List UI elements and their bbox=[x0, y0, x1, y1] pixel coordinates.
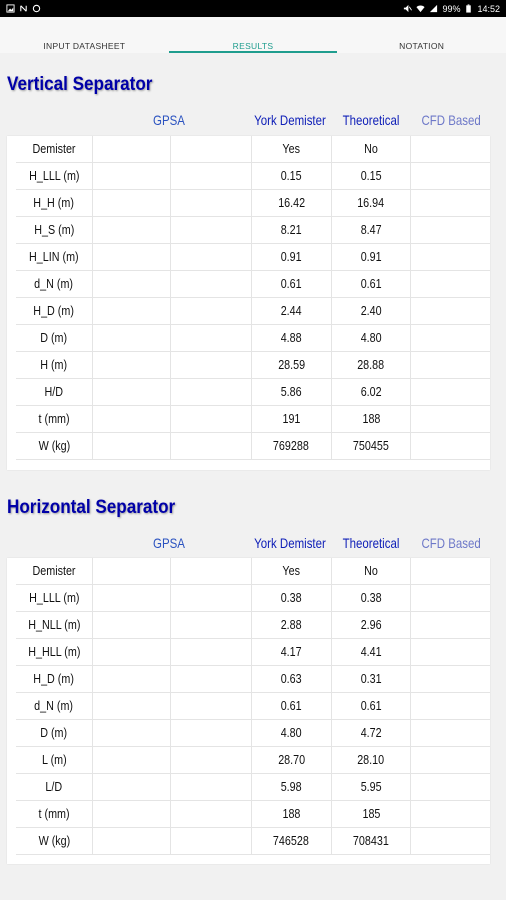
theoretical-value bbox=[332, 558, 412, 585]
row-label-text: t (mm) bbox=[38, 807, 70, 821]
york-demister-value-text: 4.17 bbox=[280, 645, 302, 659]
horizontal-separator-title: Horizontal Separator bbox=[7, 497, 176, 518]
tab-results[interactable]: RESULTS bbox=[169, 17, 338, 53]
gpsa-value bbox=[171, 639, 252, 666]
row-label-text: D (m) bbox=[40, 726, 68, 740]
table-row bbox=[16, 828, 490, 855]
row-label bbox=[16, 163, 93, 190]
york-demister-header: York Demister bbox=[254, 112, 326, 128]
status-bar bbox=[0, 0, 506, 17]
cfd-based-header: CFD Based bbox=[421, 535, 481, 551]
cfd-based-value bbox=[411, 585, 490, 612]
york-demister-value bbox=[252, 720, 332, 747]
gpsa-value bbox=[171, 801, 252, 828]
york-demister-value bbox=[252, 352, 332, 379]
tab-input-datasheet[interactable]: INPUT DATASHEET bbox=[43, 41, 126, 51]
row-label-text: t (mm) bbox=[38, 412, 70, 426]
cfd-based-value bbox=[411, 244, 490, 271]
empty-cell bbox=[93, 828, 172, 855]
gpsa-value bbox=[171, 379, 252, 406]
table-row bbox=[16, 325, 490, 352]
row-label-text: H (m) bbox=[40, 358, 68, 372]
york-demister-value-text: 5.86 bbox=[280, 385, 302, 399]
theoretical-value-text: 750455 bbox=[353, 439, 389, 453]
empty-cell bbox=[93, 612, 172, 639]
gpsa-value bbox=[171, 325, 252, 352]
york-demister-value bbox=[252, 612, 332, 639]
york-demister-value bbox=[252, 298, 332, 325]
row-label-text: H_LLL (m) bbox=[28, 591, 80, 605]
gpsa-header: GPSA bbox=[153, 535, 185, 551]
table-row bbox=[16, 801, 490, 828]
row-label bbox=[16, 720, 93, 747]
york-demister-value-text: 2.44 bbox=[280, 304, 302, 318]
gpsa-value bbox=[171, 433, 252, 460]
row-label-text: H_NLL (m) bbox=[27, 618, 81, 632]
row-label-text: D (m) bbox=[40, 331, 68, 345]
york-demister-value bbox=[252, 163, 332, 190]
table-row bbox=[16, 271, 490, 298]
theoretical-value-text: 28.88 bbox=[357, 358, 385, 372]
row-label bbox=[16, 217, 93, 244]
cfd-based-value bbox=[411, 693, 490, 720]
battery-icon bbox=[464, 4, 473, 13]
row-label-text: Demister bbox=[32, 564, 76, 578]
gpsa-value bbox=[171, 352, 252, 379]
table-row bbox=[16, 298, 490, 325]
cfd-based-value bbox=[411, 828, 490, 855]
row-label-text: W (kg) bbox=[38, 439, 70, 453]
empty-cell bbox=[93, 352, 172, 379]
theoretical-value bbox=[332, 190, 412, 217]
cfd-based-value bbox=[411, 666, 490, 693]
york-demister-value bbox=[252, 379, 332, 406]
york-demister-header: York Demister bbox=[254, 535, 326, 551]
row-label bbox=[16, 406, 93, 433]
theoretical-value bbox=[332, 163, 412, 190]
row-label bbox=[16, 801, 93, 828]
empty-cell bbox=[93, 271, 172, 298]
theoretical-value bbox=[332, 433, 412, 460]
cfd-based-value bbox=[411, 433, 490, 460]
vertical-column-headers bbox=[0, 112, 506, 132]
cfd-based-value bbox=[411, 774, 490, 801]
theoretical-value bbox=[332, 585, 412, 612]
gpsa-value bbox=[171, 271, 252, 298]
theoretical-value bbox=[332, 774, 412, 801]
table-row bbox=[16, 379, 490, 406]
row-label bbox=[16, 585, 93, 612]
row-label bbox=[16, 828, 93, 855]
york-demister-value-text: 0.91 bbox=[280, 250, 302, 264]
gpsa-value bbox=[171, 585, 252, 612]
theoretical-value-text: 6.02 bbox=[360, 385, 382, 399]
theoretical-value-text: 4.41 bbox=[360, 645, 382, 659]
cfd-based-value bbox=[411, 639, 490, 666]
theoretical-value bbox=[332, 352, 412, 379]
theoretical-value bbox=[332, 136, 412, 163]
nfc-icon bbox=[19, 4, 28, 13]
vertical-results-card bbox=[7, 136, 490, 470]
horizontal-results-table bbox=[16, 558, 490, 855]
theoretical-header: Theoretical bbox=[342, 112, 400, 128]
cfd-based-value bbox=[411, 325, 490, 352]
theoretical-value-text: 0.38 bbox=[360, 591, 382, 605]
york-demister-value bbox=[252, 774, 332, 801]
empty-cell bbox=[93, 774, 172, 801]
status-icons-left bbox=[6, 4, 41, 13]
theoretical-value-text: 0.15 bbox=[360, 169, 382, 183]
gpsa-value bbox=[171, 136, 252, 163]
gpsa-value bbox=[171, 558, 252, 585]
york-demister-value bbox=[252, 666, 332, 693]
theoretical-value bbox=[332, 801, 412, 828]
york-demister-value-text: 191 bbox=[282, 412, 301, 426]
cfd-based-value bbox=[411, 406, 490, 433]
theoretical-value bbox=[332, 298, 412, 325]
cfd-based-value bbox=[411, 379, 490, 406]
gpsa-value bbox=[171, 693, 252, 720]
york-demister-value bbox=[252, 747, 332, 774]
sync-icon bbox=[32, 4, 41, 13]
york-demister-value-text: 0.38 bbox=[280, 591, 302, 605]
gpsa-value bbox=[171, 244, 252, 271]
gpsa-value bbox=[171, 666, 252, 693]
empty-cell bbox=[93, 585, 172, 612]
york-demister-value-text: 4.88 bbox=[280, 331, 302, 345]
cfd-based-value bbox=[411, 217, 490, 244]
signal-icon bbox=[429, 4, 438, 13]
table-row bbox=[16, 585, 490, 612]
york-demister-value bbox=[252, 585, 332, 612]
york-demister-value-text: 746528 bbox=[273, 834, 310, 848]
cfd-based-value bbox=[411, 558, 490, 585]
row-label bbox=[16, 639, 93, 666]
status-icons-right bbox=[403, 4, 500, 14]
table-row bbox=[16, 774, 490, 801]
theoretical-value-text: 185 bbox=[362, 807, 381, 821]
theoretical-value-text: No bbox=[364, 564, 378, 578]
york-demister-value-text: 0.63 bbox=[280, 672, 302, 686]
gpsa-value bbox=[171, 747, 252, 774]
cfd-based-value bbox=[411, 190, 490, 217]
theoretical-value-text: 2.40 bbox=[360, 304, 382, 318]
york-demister-value-text: 16.42 bbox=[277, 196, 305, 210]
york-demister-value-text: 0.15 bbox=[280, 169, 302, 183]
table-row bbox=[16, 406, 490, 433]
york-demister-value bbox=[252, 433, 332, 460]
cfd-based-value bbox=[411, 720, 490, 747]
gpsa-value bbox=[171, 828, 252, 855]
row-label-text: H_H (m) bbox=[33, 196, 75, 210]
theoretical-header: Theoretical bbox=[342, 535, 400, 551]
cfd-based-value bbox=[411, 136, 490, 163]
table-row bbox=[16, 720, 490, 747]
theoretical-value-text: 708431 bbox=[353, 834, 389, 848]
gpsa-value bbox=[171, 217, 252, 244]
york-demister-value bbox=[252, 639, 332, 666]
theoretical-value bbox=[332, 639, 412, 666]
empty-cell bbox=[93, 136, 172, 163]
tab-bar bbox=[0, 17, 506, 53]
row-label-text: L/D bbox=[45, 780, 63, 794]
row-label-text: H_LLL (m) bbox=[28, 169, 80, 183]
empty-cell bbox=[93, 163, 172, 190]
york-demister-value-text: 0.61 bbox=[280, 277, 302, 291]
empty-cell bbox=[93, 406, 172, 433]
york-demister-value-text: Yes bbox=[282, 142, 301, 156]
vertical-results-table bbox=[16, 136, 490, 460]
york-demister-value-text: 0.61 bbox=[280, 699, 302, 713]
theoretical-value bbox=[332, 325, 412, 352]
table-row bbox=[16, 558, 490, 585]
table-row bbox=[16, 612, 490, 639]
york-demister-value-text: 8.21 bbox=[280, 223, 302, 237]
empty-cell bbox=[93, 720, 172, 747]
table-row bbox=[16, 244, 490, 271]
york-demister-value-text: 28.59 bbox=[277, 358, 305, 372]
empty-cell bbox=[93, 244, 172, 271]
york-demister-value bbox=[252, 136, 332, 163]
york-demister-value bbox=[252, 244, 332, 271]
york-demister-value bbox=[252, 406, 332, 433]
cfd-based-value bbox=[411, 298, 490, 325]
york-demister-value-text: Yes bbox=[282, 564, 301, 578]
table-row bbox=[16, 352, 490, 379]
row-label-text: H_LIN (m) bbox=[29, 250, 79, 264]
empty-cell bbox=[93, 801, 172, 828]
row-label bbox=[16, 433, 93, 460]
row-label-text: Demister bbox=[32, 142, 76, 156]
theoretical-value-text: 5.95 bbox=[360, 780, 382, 794]
row-label-text: H_S (m) bbox=[33, 223, 74, 237]
empty-cell bbox=[93, 217, 172, 244]
row-label-text: H/D bbox=[44, 385, 64, 399]
empty-cell bbox=[93, 379, 172, 406]
york-demister-value bbox=[252, 558, 332, 585]
theoretical-value-text: No bbox=[364, 142, 378, 156]
cfd-based-header: CFD Based bbox=[421, 112, 481, 128]
theoretical-value bbox=[332, 747, 412, 774]
table-row bbox=[16, 433, 490, 460]
theoretical-value bbox=[332, 693, 412, 720]
theoretical-value bbox=[332, 828, 412, 855]
york-demister-value bbox=[252, 693, 332, 720]
empty-cell bbox=[93, 558, 172, 585]
table-row bbox=[16, 747, 490, 774]
theoretical-value bbox=[332, 612, 412, 639]
row-label bbox=[16, 271, 93, 298]
row-label bbox=[16, 666, 93, 693]
row-label-text: W (kg) bbox=[38, 834, 70, 848]
theoretical-value-text: 28.10 bbox=[357, 753, 385, 767]
empty-cell bbox=[93, 693, 172, 720]
theoretical-value-text: 0.31 bbox=[360, 672, 382, 686]
mute-icon bbox=[403, 4, 412, 13]
battery-percent: 99% bbox=[442, 3, 461, 14]
row-label-text: H_D (m) bbox=[33, 304, 75, 318]
york-demister-value-text: 5.98 bbox=[280, 780, 302, 794]
wifi-icon bbox=[416, 4, 425, 13]
empty-cell bbox=[93, 747, 172, 774]
theoretical-value-text: 0.61 bbox=[360, 699, 382, 713]
theoretical-value-text: 0.61 bbox=[360, 277, 382, 291]
row-label bbox=[16, 774, 93, 801]
horizontal-column-headers bbox=[0, 535, 506, 555]
theoretical-value-text: 4.72 bbox=[360, 726, 382, 740]
gpsa-value bbox=[171, 163, 252, 190]
york-demister-value-text: 2.88 bbox=[280, 618, 302, 632]
theoretical-value-text: 0.91 bbox=[360, 250, 382, 264]
gpsa-value bbox=[171, 612, 252, 639]
theoretical-value-text: 2.96 bbox=[360, 618, 382, 632]
cfd-based-value bbox=[411, 747, 490, 774]
row-label-text: L (m) bbox=[41, 753, 67, 767]
row-label bbox=[16, 558, 93, 585]
gpsa-value bbox=[171, 406, 252, 433]
row-label bbox=[16, 379, 93, 406]
row-label bbox=[16, 136, 93, 163]
theoretical-value bbox=[332, 379, 412, 406]
table-row bbox=[16, 190, 490, 217]
york-demister-value bbox=[252, 190, 332, 217]
empty-cell bbox=[93, 433, 172, 460]
empty-cell bbox=[93, 190, 172, 217]
row-label-text: d_N (m) bbox=[34, 699, 74, 713]
theoretical-value-text: 4.80 bbox=[360, 331, 382, 345]
cfd-based-value bbox=[411, 352, 490, 379]
york-demister-value-text: 28.70 bbox=[277, 753, 305, 767]
york-demister-value bbox=[252, 217, 332, 244]
horizontal-results-card bbox=[7, 558, 490, 864]
row-label bbox=[16, 298, 93, 325]
gpsa-value bbox=[171, 774, 252, 801]
gpsa-value bbox=[171, 298, 252, 325]
theoretical-value-text: 188 bbox=[362, 412, 381, 426]
row-label bbox=[16, 190, 93, 217]
gpsa-value bbox=[171, 720, 252, 747]
row-label bbox=[16, 352, 93, 379]
theoretical-value bbox=[332, 271, 412, 298]
cfd-based-value bbox=[411, 163, 490, 190]
row-label-text: H_D (m) bbox=[33, 672, 75, 686]
york-demister-value-text: 769288 bbox=[273, 439, 310, 453]
theoretical-value bbox=[332, 244, 412, 271]
cfd-based-value bbox=[411, 271, 490, 298]
theoretical-value bbox=[332, 666, 412, 693]
row-label-text: H_HLL (m) bbox=[27, 645, 81, 659]
image-icon bbox=[6, 4, 15, 13]
row-label bbox=[16, 612, 93, 639]
tab-notation[interactable]: NOTATION bbox=[399, 41, 445, 51]
york-demister-value bbox=[252, 828, 332, 855]
table-row bbox=[16, 666, 490, 693]
table-row bbox=[16, 136, 490, 163]
cfd-based-value bbox=[411, 612, 490, 639]
row-label bbox=[16, 693, 93, 720]
gpsa-value bbox=[171, 190, 252, 217]
theoretical-value-text: 8.47 bbox=[360, 223, 382, 237]
table-row bbox=[16, 639, 490, 666]
empty-cell bbox=[93, 298, 172, 325]
row-label-text: d_N (m) bbox=[34, 277, 74, 291]
gpsa-header: GPSA bbox=[153, 112, 185, 128]
theoretical-value-text: 16.94 bbox=[357, 196, 385, 210]
table-row bbox=[16, 163, 490, 190]
york-demister-value bbox=[252, 801, 332, 828]
empty-cell bbox=[93, 639, 172, 666]
clock: 14:52 bbox=[477, 3, 500, 14]
table-row bbox=[16, 693, 490, 720]
theoretical-value bbox=[332, 720, 412, 747]
table-row bbox=[16, 217, 490, 244]
empty-cell bbox=[93, 325, 172, 352]
vertical-separator-title: Vertical Separator bbox=[7, 74, 153, 95]
theoretical-value bbox=[332, 406, 412, 433]
york-demister-value-text: 4.80 bbox=[280, 726, 302, 740]
row-label bbox=[16, 747, 93, 774]
row-label bbox=[16, 325, 93, 352]
york-demister-value bbox=[252, 271, 332, 298]
empty-cell bbox=[93, 666, 172, 693]
row-label bbox=[16, 244, 93, 271]
york-demister-value-text: 188 bbox=[282, 807, 301, 821]
cfd-based-value bbox=[411, 801, 490, 828]
theoretical-value bbox=[332, 217, 412, 244]
york-demister-value bbox=[252, 325, 332, 352]
